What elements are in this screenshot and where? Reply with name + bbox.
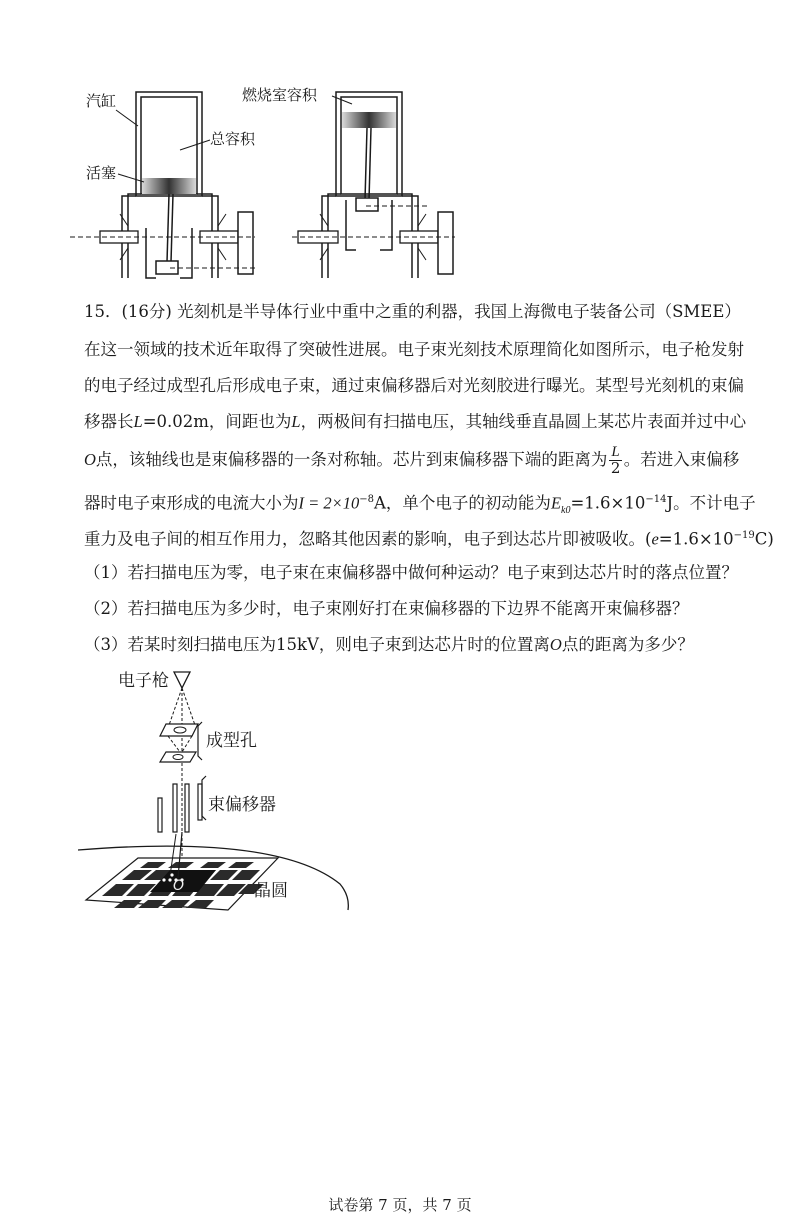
- q15-line5: O点，该轴线也是束偏移器的一条对称轴。芯片到束偏移器下端的距离为 $\frac{L}{2}$ 。若进入束偏移: [84, 444, 740, 477]
- label-o: O: [173, 878, 185, 894]
- label-total-volume: 总容积: [210, 130, 256, 148]
- q15-line2: 在这一领域的技术近年取得了突破性进展。电子束光刻技术原理简化如图所示，电子枪发射: [84, 340, 744, 359]
- q15-line7: 重力及电子间的相互作用力，忽略其他因素的影响，电子到达芯片即被吸收。$(e=1.6\times 10^{-19}C)$: [84, 529, 774, 549]
- label-piston: 活塞: [86, 164, 117, 182]
- label-deflector: 束偏移器: [208, 795, 276, 815]
- litho-figure: [78, 664, 368, 914]
- page-footer: 试卷第 7 页，共 7 页: [328, 1196, 472, 1214]
- q15-line6: 器时电子束形成的电流大小为$I = 2\times 10^{-8}A$，单个电子的初动能为$E_{k0}=1.6\times 10^{-14}J$。不计电子: [84, 493, 756, 516]
- label-combustion-chamber: 燃烧室容积: [242, 86, 318, 104]
- q15-sub1: （1）若扫描电压为零，电子束在束偏移器中做何种运动？电子束到达芯片时的落点位置？: [84, 563, 738, 582]
- label-gun: 电子枪: [118, 671, 169, 691]
- q15-line4: 移器长L=0.02m，间距也为L，两极间有扫描电压，其轴线垂直晶圆上某芯片表面并过中心: [84, 412, 747, 431]
- fraction-l-over-2: $\frac{L}{2}$: [610, 444, 621, 477]
- piston-left: [142, 178, 196, 194]
- label-cylinder: 汽缸: [86, 92, 117, 110]
- piston-right: [342, 112, 396, 128]
- q15-line3: 的电子经过成型孔后形成电子束，通过束偏移器后对光刻胶进行曝光。某型号光刻机的束偏: [84, 376, 744, 395]
- q15-sub3: （3）若某时刻扫描电压为15kV，则电子束到达芯片时的位置离O点的距离为多少？: [84, 635, 694, 654]
- label-wafer: 晶圆: [254, 881, 288, 901]
- engine-figure: [70, 78, 490, 288]
- q15-sub2: （2）若扫描电压为多少时，电子束刚好打在束偏移器的下边界不能离开束偏移器？: [84, 599, 689, 618]
- q15-line1: 15．(16分) 光刻机是半导体行业中重中之重的利器，我国上海微电子装备公司（SMEE）: [84, 302, 741, 321]
- label-aperture: 成型孔: [206, 731, 257, 751]
